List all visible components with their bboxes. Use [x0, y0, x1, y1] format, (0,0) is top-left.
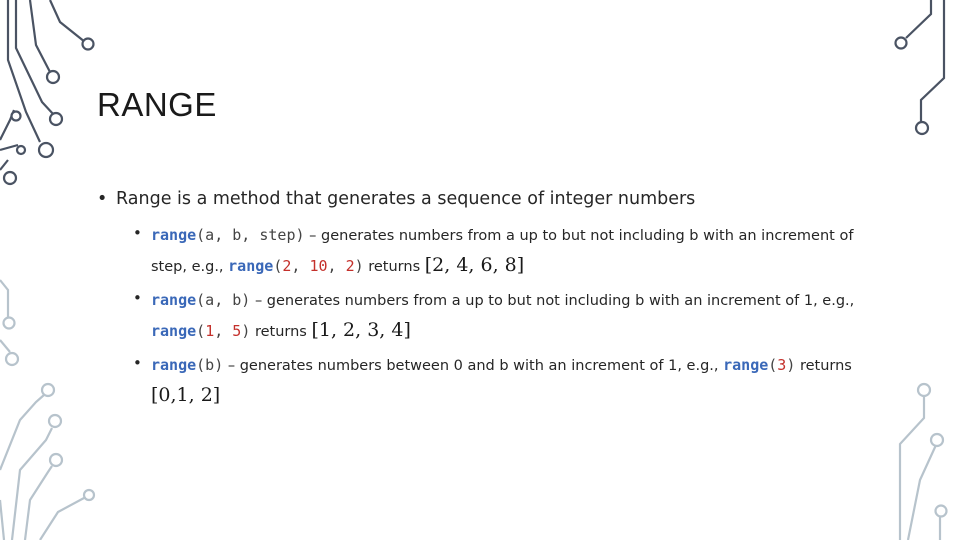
bullet-icon: • — [133, 289, 142, 307]
example-keyword: range — [228, 257, 274, 275]
sub-bullet-range-step — [133, 221, 877, 282]
result-list: [2, 4, 6, 8] — [424, 254, 525, 276]
example-keyword: range — [151, 322, 197, 340]
main-bullet-text: Range is a method that generates a sequence of integer numbers — [116, 189, 696, 209]
example-paren: ( — [273, 257, 283, 275]
example-paren: ) — [354, 257, 364, 275]
example-separator: , — [327, 257, 346, 275]
code-keyword: range — [151, 291, 197, 309]
code-args: (a, b) — [196, 291, 251, 309]
item-description: – generates numbers between 0 and b with an increment of 1, e.g., — [223, 358, 724, 374]
bullet-icon: • — [133, 224, 142, 242]
result-list: [0,1, 2] — [151, 384, 221, 406]
example-number: 2 — [345, 257, 355, 275]
code-keyword: range — [151, 226, 197, 244]
code-args: (a, b, step) — [196, 226, 305, 244]
result-list: [1, 2, 3, 4] — [311, 319, 411, 341]
slide-content — [97, 186, 877, 416]
bullet-icon: • — [97, 189, 108, 209]
example-paren: ( — [768, 356, 778, 374]
example-number: 10 — [309, 257, 328, 275]
main-bullet — [97, 186, 877, 213]
sub-bullet-list — [133, 221, 877, 412]
example-paren: ) — [786, 356, 796, 374]
example-number: 5 — [232, 322, 242, 340]
sub-bullet-range-ab — [133, 286, 877, 347]
example-number: 2 — [282, 257, 292, 275]
sub-bullet-range-b — [133, 351, 877, 412]
returns-text: returns — [250, 324, 312, 340]
example-number: 1 — [205, 322, 215, 340]
returns-text: returns — [363, 259, 425, 275]
code-args: (b) — [196, 356, 224, 374]
item-description: – generates numbers from a up to but not including b with an increment of step, e.g., — [151, 228, 854, 275]
code-keyword: range — [151, 356, 197, 374]
example-paren: ) — [241, 322, 251, 340]
item-description: – generates numbers from a up to but not including b with an increment of 1, e.g., — [250, 293, 855, 309]
example-keyword: range — [723, 356, 769, 374]
example-number: 3 — [777, 356, 787, 374]
example-paren: ( — [196, 322, 206, 340]
bullet-icon: • — [133, 354, 142, 372]
example-separator: , — [291, 257, 310, 275]
example-separator: , — [214, 322, 233, 340]
slide-title: RANGE — [97, 86, 217, 123]
returns-text: returns — [795, 358, 852, 374]
